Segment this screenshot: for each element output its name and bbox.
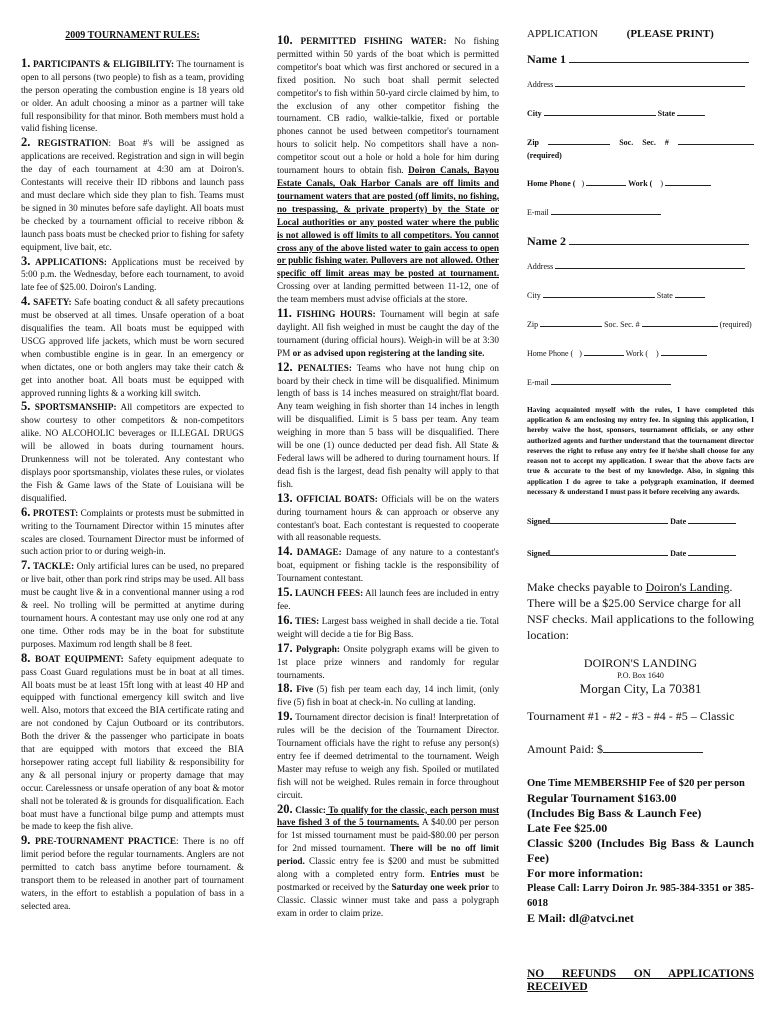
agreement-text: Having acquainted myself with the rules, I have completed this application & am enclosing my entry fee. In signing this application, I hereby waive the host, sponsors, tournament officials, or any other authorized agents and further understand that the tournament director reserves the right to refuse any entry fee if he/she shall choose for any reason not to accept my application. I swear that the above facts are true & accurate to the best of my knowledge. Also, in signing this application I do agree to take a polygraph examination, if deemed necessary & understand I must pass it before receiving any awards. bbox=[527, 404, 754, 497]
rule-item: 11. FISHING HOURS: Tournament will begin at safe daylight. All fish weighed in must be caught the day of the tournament (during official hours). Weigh-in will be at 3:30 PM or as advised upon registering at the landing site. bbox=[277, 306, 500, 358]
rule-item: 3. APPLICATIONS: Applications must be received by 5:00 p.m. the Wednesday, before each tournament, to avoid late fee of $25.00. Doiron's Landing. bbox=[21, 253, 244, 293]
rule-item: 9. PRE-TOURNAMENT PRACTICE: There is no off limit period before the regular tournaments. Anglers are not permitted to catch bass anytime before tournament. & transport them to be released in another part of tournament waters, in the effort to establish a population of bass in a selected area. bbox=[21, 833, 245, 911]
rule-item: 18. Five (5) fish per team each day, 14 inch limit, (only five (5) fish in boat at check-in. No culling at landing. bbox=[277, 681, 499, 708]
rule-item: 16. TIES: Largest bass weighed in shall decide a tie. Total weight will decide a tie for Big Bass. bbox=[277, 612, 499, 639]
rules-column-2 bbox=[277, 34, 499, 921]
city-state-1-field[interactable]: City State bbox=[527, 107, 754, 121]
amount-paid-field[interactable]: Amount Paid: $ bbox=[527, 743, 754, 756]
email-2-field[interactable]: E-mail bbox=[527, 376, 754, 390]
rule-item: 7. TACKLE: Only artificial lures can be used, no prepared or live bait, other than pork rind strips may be used. All bass must be caught live & in a conventional manner using a rod & reel. No trolling will be permitted at anytime during tournament hours. A contestant may use only one rod at any one time. Other rods may be in the boat for substitute purposes. Maximum rod length shall be 8 feet. bbox=[21, 558, 244, 649]
phone-1-field[interactable]: Home Phone ( ) Work ( ) bbox=[527, 177, 754, 191]
rule-item: 14. DAMAGE: Damage of any nature to a contestant's boat, equipment or fishing tackle is the responsibility of Tournament contestant. bbox=[277, 544, 500, 584]
fee-late: Late Fee $25.00 bbox=[527, 820, 608, 835]
rules-title: 2009 TOURNAMENT RULES: bbox=[65, 30, 200, 41]
rule-item: 19. Tournament director decision is final! Interpretation of rules will be the decision of the Tournament Director. Tournament officials have the right to refuse any person(s) entry fee if deemed detrimental to the tournament. Weigh Master may refuse to weigh any fish. Spoiled or mutilated fish will not be weighed. Rules remain in force throughout circuit. bbox=[277, 709, 499, 800]
application-heading: APPLICATION bbox=[527, 28, 598, 40]
rule-item: 1. PARTICIPANTS & ELIGIBILITY: The tournament is open to all persons (two people) to fish as a team, providing the person operating the combustion engine is 18 years old or older. An adult choosing a minor as a partner will take full responsibility for that minor. Both members must hold a valid fishing license. bbox=[21, 55, 245, 134]
phone-2-field[interactable]: Home Phone ( ) Work ( ) bbox=[527, 347, 754, 361]
fee-regular: Regular Tournament $163.00 bbox=[527, 790, 677, 805]
tournament-selection[interactable]: Tournament #1 - #2 - #3 - #4 - #5 – Classic bbox=[527, 708, 735, 723]
rule-item: 6. PROTEST: Complaints or protests must be submitted in writing to the Tournament Director within 15 minutes after scales are closed. Tournament Director must be informed of such action prior to or during weigh-in. bbox=[21, 504, 244, 557]
zip-ssn-1-field[interactable]: Zip Soc. Sec. # (required) bbox=[527, 136, 754, 163]
city-state-2-field[interactable]: City State bbox=[527, 289, 754, 303]
rules-list-2 bbox=[277, 307, 499, 802]
signature-2-field[interactable]: Signed Date bbox=[527, 547, 754, 561]
rule-item: 15. LAUNCH FEES: All launch fees are included in entry fee. bbox=[277, 585, 500, 611]
name-1-field[interactable]: Name 1 bbox=[527, 53, 754, 66]
rule-item: 8. BOAT EQUIPMENT: Safety equipment adequate to pass Coast Guard regulations must be in boat at all times. All boats must be at least 15ft long with at least 40 HP and equipped with functional emergency kill switch and live well. Also, motors that exceed the BIA certificate rating and are not condoned by Cajun Outboard or its contributors. Both the driver & the passenger who participate in boats that are equipped with motors that exceed the BIA horsepower rating accept full liability & responsibility for any & all personal injury or property damage that may occur. Carelessness or unsafe operation of any boat & motor shall not be tolerated & is grounds for disqualification. Each boat must have a functional bilge pump and attempts must be made to keep the fish alive. bbox=[21, 650, 245, 832]
fee-membership: One Time MEMBERSHIP Fee of $20 per person bbox=[527, 777, 745, 789]
payment-instructions: Make checks payable to Doiron's Landing. There will be a $25.00 Service charge for all NSF checks. Mail applications to the following location: bbox=[527, 580, 754, 643]
application-column bbox=[527, 28, 754, 994]
more-info-label: For more information: bbox=[527, 865, 644, 880]
name-2-field[interactable]: Name 2 bbox=[527, 235, 754, 248]
rule-20: 20. Classic: To qualify for the classic, each person must have fished 3 of the 5 tournaments. A $40.00 per person for 1st missed tournament must be paid-$80.00 per person for 2nd missed tournament. There will be no off limit period. Classic entry fee is $200 and must be submitted along with a completed entry form. Entries must be postmarked or received by the Saturday one week prior to Classic. Classic winner must take and pass a polygraph exam in order to claim prize. bbox=[277, 801, 500, 918]
address-2-field[interactable]: Address bbox=[527, 260, 754, 274]
rule-item: 4. SAFETY: Safe boating conduct & all safety precautions must be observed at all times. Unsafe operation of a boat disqualifies the team. All boats must be equipped with USCG approved life jackets, which must be worn secured when combustible engine is in gear. In an emergency or when dictates, one or both anglers may take their catch & get into another boat. All boats must be equipped with approved running lights & a working kill switch. bbox=[21, 294, 244, 398]
rule-10: 10. PERMITTED FISHING WATER: No fishing permitted within 50 yards of the boat which is permitted competitor's boat which was first anchored or secured in a fixed position. No such boat shall permit selected competitor's to fish within 50-yard circle claimed by him, to the exclusion of any other competitor fishing the tournament. CB radio, walkie-talkie, fixed or portable phones cannot be used between competitor's tournament hours to solicit help. No competitors shall have a non-competitor scout out a hole or hold a hole for him during tournament hours to obtain fish. Doiron Canals, Bayou Estate Canals, Oak Harbor Canals are off limits and tournament waters that are posted (off limits, no fishing, no trespassing, & private property) by the State or Local authorities or any posted water where the public is not allowed is off limits to all competitors. You cannot cross any of the above listed water to gain access to open or public fishing water. Pullovers are not allowed. Other specific off limit areas may be posted at tournament. Crossing over at landing permitted between 11-12, one of the team members must advise officials at the store. bbox=[277, 33, 500, 305]
rules-column-1 bbox=[21, 30, 244, 914]
contact-email[interactable]: E Mail: dl@atvci.net bbox=[527, 910, 634, 925]
zip-ssn-2-field[interactable]: Zip Soc. Sec. # (required) bbox=[527, 319, 752, 329]
no-refunds-notice: NO REFUNDS ON APPLICATIONS RECEIVED bbox=[527, 967, 754, 993]
fee-regular-includes: (Includes Big Bass & Launch Fee) bbox=[527, 805, 702, 820]
address-1-field[interactable]: Address bbox=[527, 78, 754, 92]
rule-item: 12. PENALTIES: Teams who have not hung chip on board by their check in time will be disqualified. Minimum length of bass is 14 inches measured on straight/flat board. Any team weighing in fish shorter than 14 inches in length will be disqualified. Limit is 5 bass per team. Any team weighing in more than 5 bass will be disqualified. There will be one (1) ounce deducted per dead fish. All State & Federal laws will be adhered to during tournament hours. If dead fish is the largest, dead fish penalty will apply to that fish. bbox=[277, 359, 500, 489]
rules-list bbox=[21, 57, 244, 913]
rule-item: 5. SPORTSMANSHIP: All competitors are expected to show courtesy to other competitors & non-competitors alike. NO ALCOHOLIC beverages or ILLEGAL DRUGS will be allowed in boats during tournament hours. Drunkenness will not be tolerated. Any contestant who displays poor sportsmanship, violates these rules, or violates the Fish & Game laws of the State of Louisiana will be disqualified. bbox=[21, 399, 244, 503]
rule-item: 17. Polygraph: Onsite polygraph exams will be given to 1st place prize winners and randomly for regular tournaments. bbox=[277, 640, 500, 680]
email-1-field[interactable]: E-mail bbox=[527, 206, 754, 220]
rule-item: 13. OFFICIAL BOATS: Officials will be on the waters during tournament hours & can approach or observe any contestant's boat. Each contestant is requested to cooperate with all reasonable requests. bbox=[277, 490, 499, 543]
rule-item: 2. REGISTRATION: Boat #'s will be assigned as applications are received. Registration and sign in will begin the day of each tournament at 4:30 am at Doiron's. Contestants will receive their ID ribbons and launch pass and must declare which side they plan to fish. Teams must be signed in 30 minutes before safe daylight. All boats must be checked by a tournament official to receive ribbon & launch pass boats must be checked prior to fishing for safety equipment, live bait, etc. bbox=[21, 135, 244, 252]
mailing-address: DOIRON'S LANDING P.O. Box 1640 Morgan City, La 70381 bbox=[579, 656, 702, 696]
contact-phone: Please Call: Larry Doiron Jr. 985-384-3351 or 385-6018 bbox=[527, 882, 754, 909]
please-print-label: (PLEASE PRINT) bbox=[626, 28, 714, 40]
signature-1-field[interactable]: Signed Date bbox=[527, 515, 754, 529]
application-header bbox=[527, 28, 754, 41]
fee-classic: Classic $200 (Includes Big Bass & Launch Fee) bbox=[527, 835, 754, 865]
